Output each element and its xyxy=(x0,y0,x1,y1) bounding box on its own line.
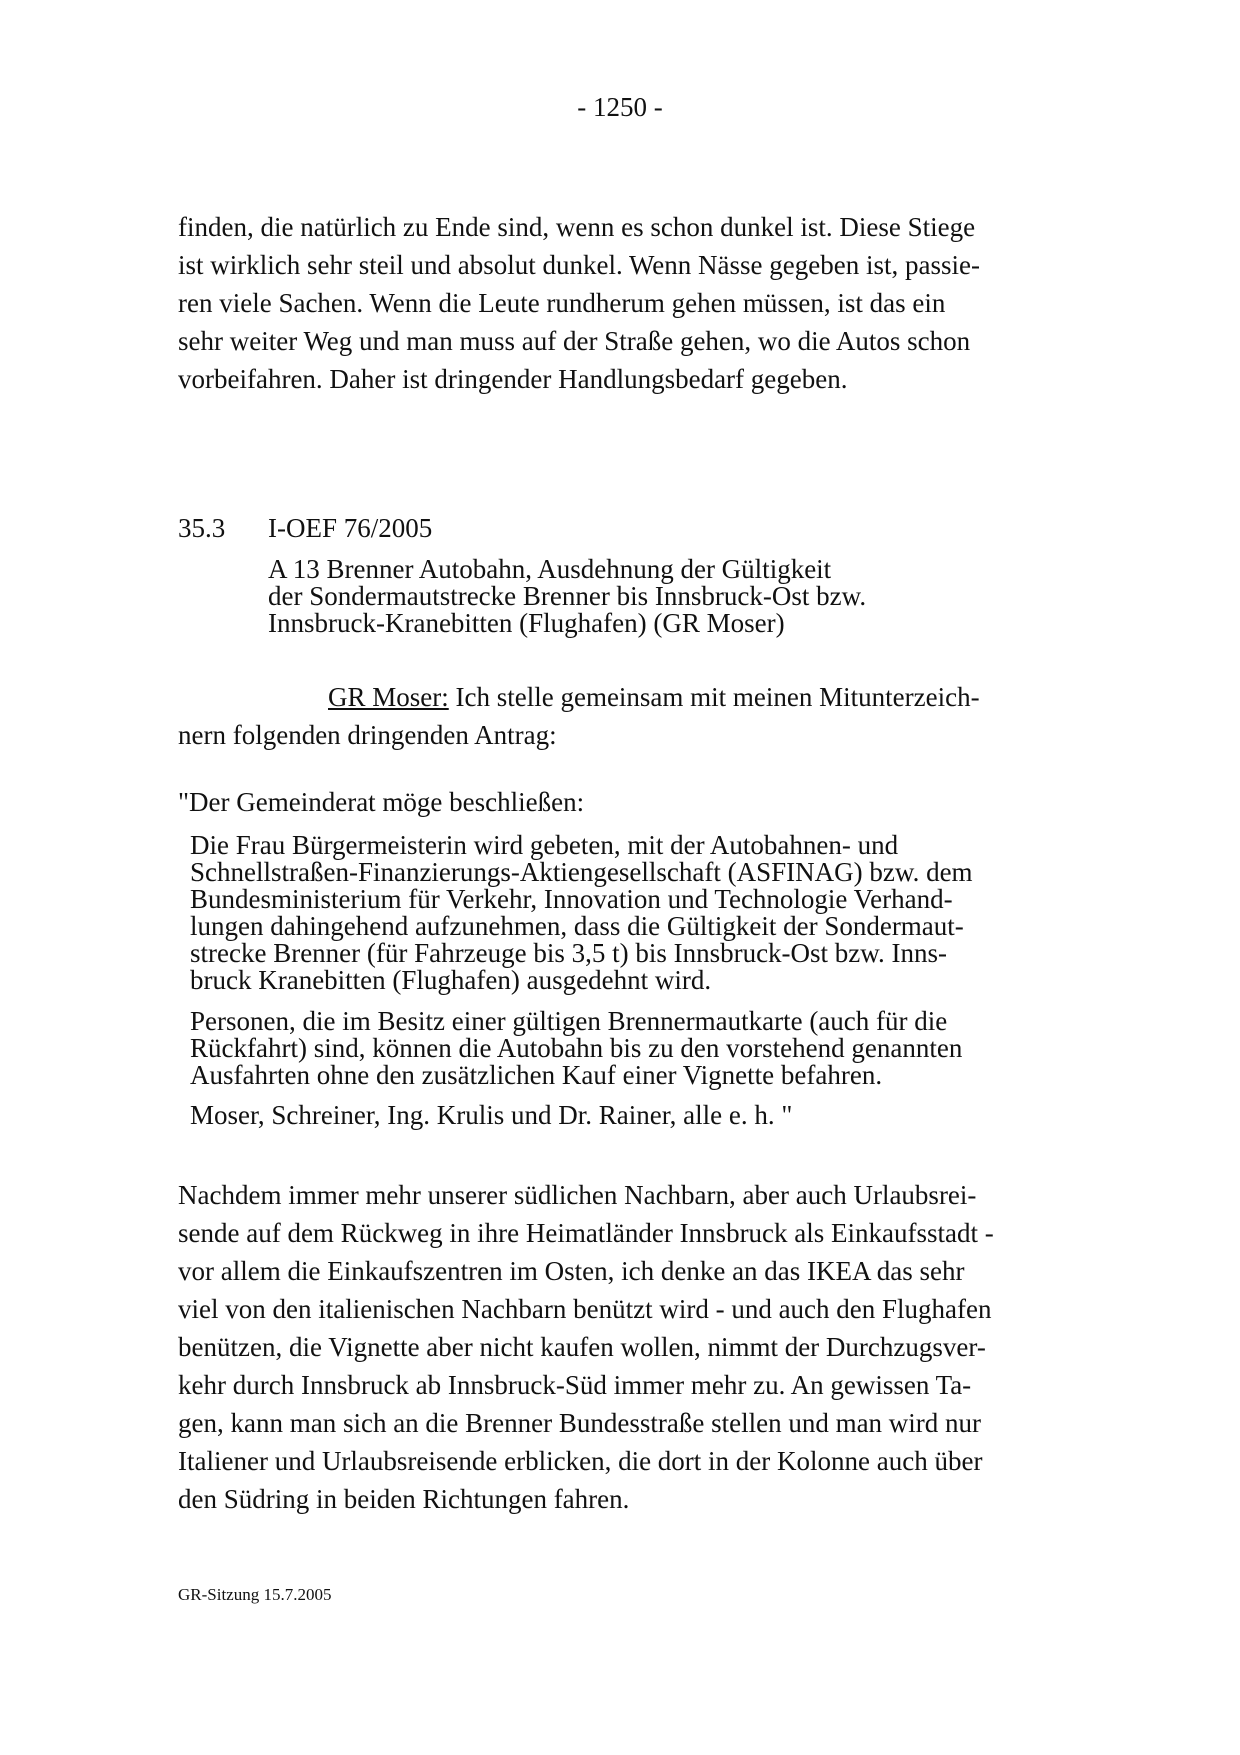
speech-line-1 xyxy=(178,678,1058,716)
closing-line: Italiener und Urlaubsreisende erblicken, die dort in der Kolonne auch über xyxy=(178,1446,983,1476)
intro-line: ren viele Sachen. Wenn die Leute rundherum gehen müssen, ist das ein xyxy=(178,288,946,318)
motion-signatories: Moser, Schreiner, Ing. Krulis und Dr. Rainer, alle e. h. " xyxy=(190,1100,793,1130)
agenda-item-code: I-OEF 76/2005 xyxy=(268,513,433,543)
agenda-item-title xyxy=(268,556,866,637)
intro-line: sehr weiter Weg und man muss auf der Straße gehen, wo die Autos schon xyxy=(178,326,971,356)
closing-line: kehr durch Innsbruck ab Innsbruck-Süd immer mehr zu. An gewissen Ta- xyxy=(178,1370,972,1400)
agenda-item-number: 35.3 xyxy=(178,513,226,543)
motion-paragraph-2 xyxy=(190,1008,1050,1089)
closing-line: vor allem die Einkaufszentren im Osten, ich denke an das IKEA das sehr xyxy=(178,1256,965,1286)
closing-line: den Südring in beiden Richtungen fahren. xyxy=(178,1484,630,1514)
agenda-title-line: Innsbruck-Kranebitten (Flughafen) (GR Moser) xyxy=(268,608,785,638)
motion-line: Personen, die im Besitz einer gültigen Brennermautkarte (auch für die xyxy=(190,1006,948,1036)
motion-paragraph-1 xyxy=(190,832,1050,994)
intro-line: ist wirklich sehr steil und absolut dunkel. Wenn Nässe gegeben ist, passie- xyxy=(178,250,980,280)
intro-line: finden, die natürlich zu Ende sind, wenn es schon dunkel ist. Diese Stiege xyxy=(178,212,976,242)
motion-line: Bundesministerium für Verkehr, Innovation und Technologie Verhand- xyxy=(190,884,953,914)
motion-line: lungen dahingehend aufzunehmen, dass die Gültigkeit der Sondermaut- xyxy=(190,911,964,941)
motion-opening: "Der Gemeinderat möge beschließen: xyxy=(178,787,585,817)
intro-paragraph xyxy=(178,208,1058,398)
motion-line: Rückfahrt) sind, können die Autobahn bis zu den vorstehend genannten xyxy=(190,1033,963,1063)
closing-paragraph xyxy=(178,1176,1058,1518)
speech-paragraph xyxy=(178,678,1058,754)
footer-session-date: GR-Sitzung 15.7.2005 xyxy=(178,1585,332,1604)
speech-text-1: Ich stelle gemeinsam mit meinen Mitunterzeich- xyxy=(448,682,980,712)
closing-line: Nachdem immer mehr unserer südlichen Nachbarn, aber auch Urlaubsrei- xyxy=(178,1180,977,1210)
closing-line: sende auf dem Rückweg in ihre Heimatländer Innsbruck als Einkaufsstadt - xyxy=(178,1218,994,1248)
closing-line: gen, kann man sich an die Brenner Bundesstraße stellen und man wird nur xyxy=(178,1408,982,1438)
motion-line: Ausfahrten ohne den zusätzlichen Kauf einer Vignette befahren. xyxy=(190,1060,883,1090)
speaker-name: GR Moser: xyxy=(328,682,449,712)
agenda-title-line: A 13 Brenner Autobahn, Ausdehnung der Gültigkeit xyxy=(268,554,832,584)
agenda-title-line: der Sondermautstrecke Brenner bis Innsbruck-Ost bzw. xyxy=(268,581,867,611)
motion-line: bruck Kranebitten (Flughafen) ausgedehnt wird. xyxy=(190,965,712,995)
motion-line: Die Frau Bürgermeisterin wird gebeten, mit der Autobahnen- und xyxy=(190,830,899,860)
motion-line: strecke Brenner (für Fahrzeuge bis 3,5 t) bis Innsbruck-Ost bzw. Inns- xyxy=(190,938,948,968)
closing-line: benützen, die Vignette aber nicht kaufen wollen, nimmt der Durchzugsver- xyxy=(178,1332,986,1362)
motion-line: Schnellstraßen-Finanzierungs-Aktiengesellschaft (ASFINAG) bzw. dem xyxy=(190,857,973,887)
speech-line-2: nern folgenden dringenden Antrag: xyxy=(178,720,557,750)
intro-line: vorbeifahren. Daher ist dringender Handlungsbedarf gegeben. xyxy=(178,364,848,394)
page-number: - 1250 - xyxy=(577,92,663,122)
closing-line: viel von den italienischen Nachbarn benützt wird - und auch den Flughafen xyxy=(178,1294,992,1324)
